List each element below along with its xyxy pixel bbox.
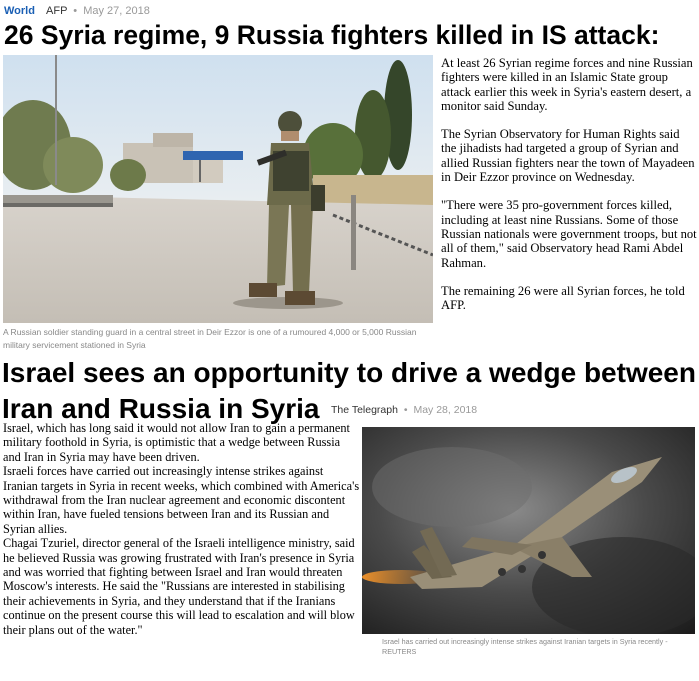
soldier-street-image — [3, 55, 433, 323]
soldier-photo — [3, 55, 433, 323]
paragraph: Israeli forces have carried out increasingly intense strikes against Iranian targets in Syria in recent weeks, which combined with America's withdrawal from the Iran nuclear agreement and economic discontent within Iran, have fueled tensions between Iran and its Russian and Syrian allies. — [3, 464, 360, 536]
jet-photo — [362, 427, 695, 634]
paragraph: "There were 35 pro-government forces killed, including at least nine Russians. Some of those Russian nationals were government troops, but not all of them," said Observatory head Rami Abdel Rahman. — [441, 198, 697, 270]
publish-date: May 27, 2018 — [83, 5, 150, 17]
article1-meta — [4, 5, 150, 17]
paragraph: The Syrian Observatory for Human Rights said the jihadists had targeted a group of Syrian and allied Russian fighters near the town of Mayadeen in Deir Ezzor province on Wednesday. — [441, 127, 695, 185]
article2-meta — [331, 404, 477, 416]
paragraph: The remaining 26 were all Syrian forces, he told AFP. — [441, 283, 685, 313]
fighter-jet-image — [362, 427, 695, 634]
article1-body — [441, 56, 697, 312]
article2-headline-line2[interactable]: Iran and Russia in Syria — [2, 393, 320, 424]
paragraph: Chagai Tzuriel, director general of the Israeli intelligence ministry, said he believed Russia was growing frustrated with Iran's presence in Syria and was worried that fighting between Israel and Iran would threaten Moscow's interests. He said the "Russians are interested in stabilising their achievements in Syria, and they understand that if the Iranians continue on the present course this will lead to escalation and will blow their plans out of the water." — [3, 536, 355, 637]
publish-date: May 28, 2018 — [413, 404, 478, 416]
source-label[interactable]: AFP — [46, 5, 68, 17]
article1-headline[interactable]: 26 Syria regime, 9 Russia fighters killed in IS attack: — [4, 20, 660, 50]
section-label[interactable]: World — [4, 5, 35, 17]
article2-body — [3, 421, 360, 637]
article2-headline-line1[interactable]: Israel sees an opportunity to drive a wedge between — [2, 357, 696, 388]
meta-separator: • — [73, 5, 78, 17]
article1-photo-caption: A Russian soldier standing guard in a central street in Deir Ezzor is one of a rumoured 4,000 or 5,000 Russian military servicement stationed in Syria — [3, 327, 417, 350]
meta-separator: • — [403, 404, 408, 416]
article2-photo-caption: Israel has carried out increasingly intense strikes against Iranian targets in Syria recently - REUTERS — [382, 637, 668, 656]
source-label[interactable]: The Telegraph — [331, 404, 398, 416]
paragraph: At least 26 Syrian regime forces and nine Russian fighters were killed in an Islamic State group attack earlier this week in Syria's eastern desert, a monitor said Sunday. — [441, 56, 693, 113]
paragraph: Israel, which has long said it would not allow Iran to gain a permanent military foothold in Syria, is optimistic that a wedge between Russia and Iran in Syria may have been driven. — [3, 421, 350, 464]
